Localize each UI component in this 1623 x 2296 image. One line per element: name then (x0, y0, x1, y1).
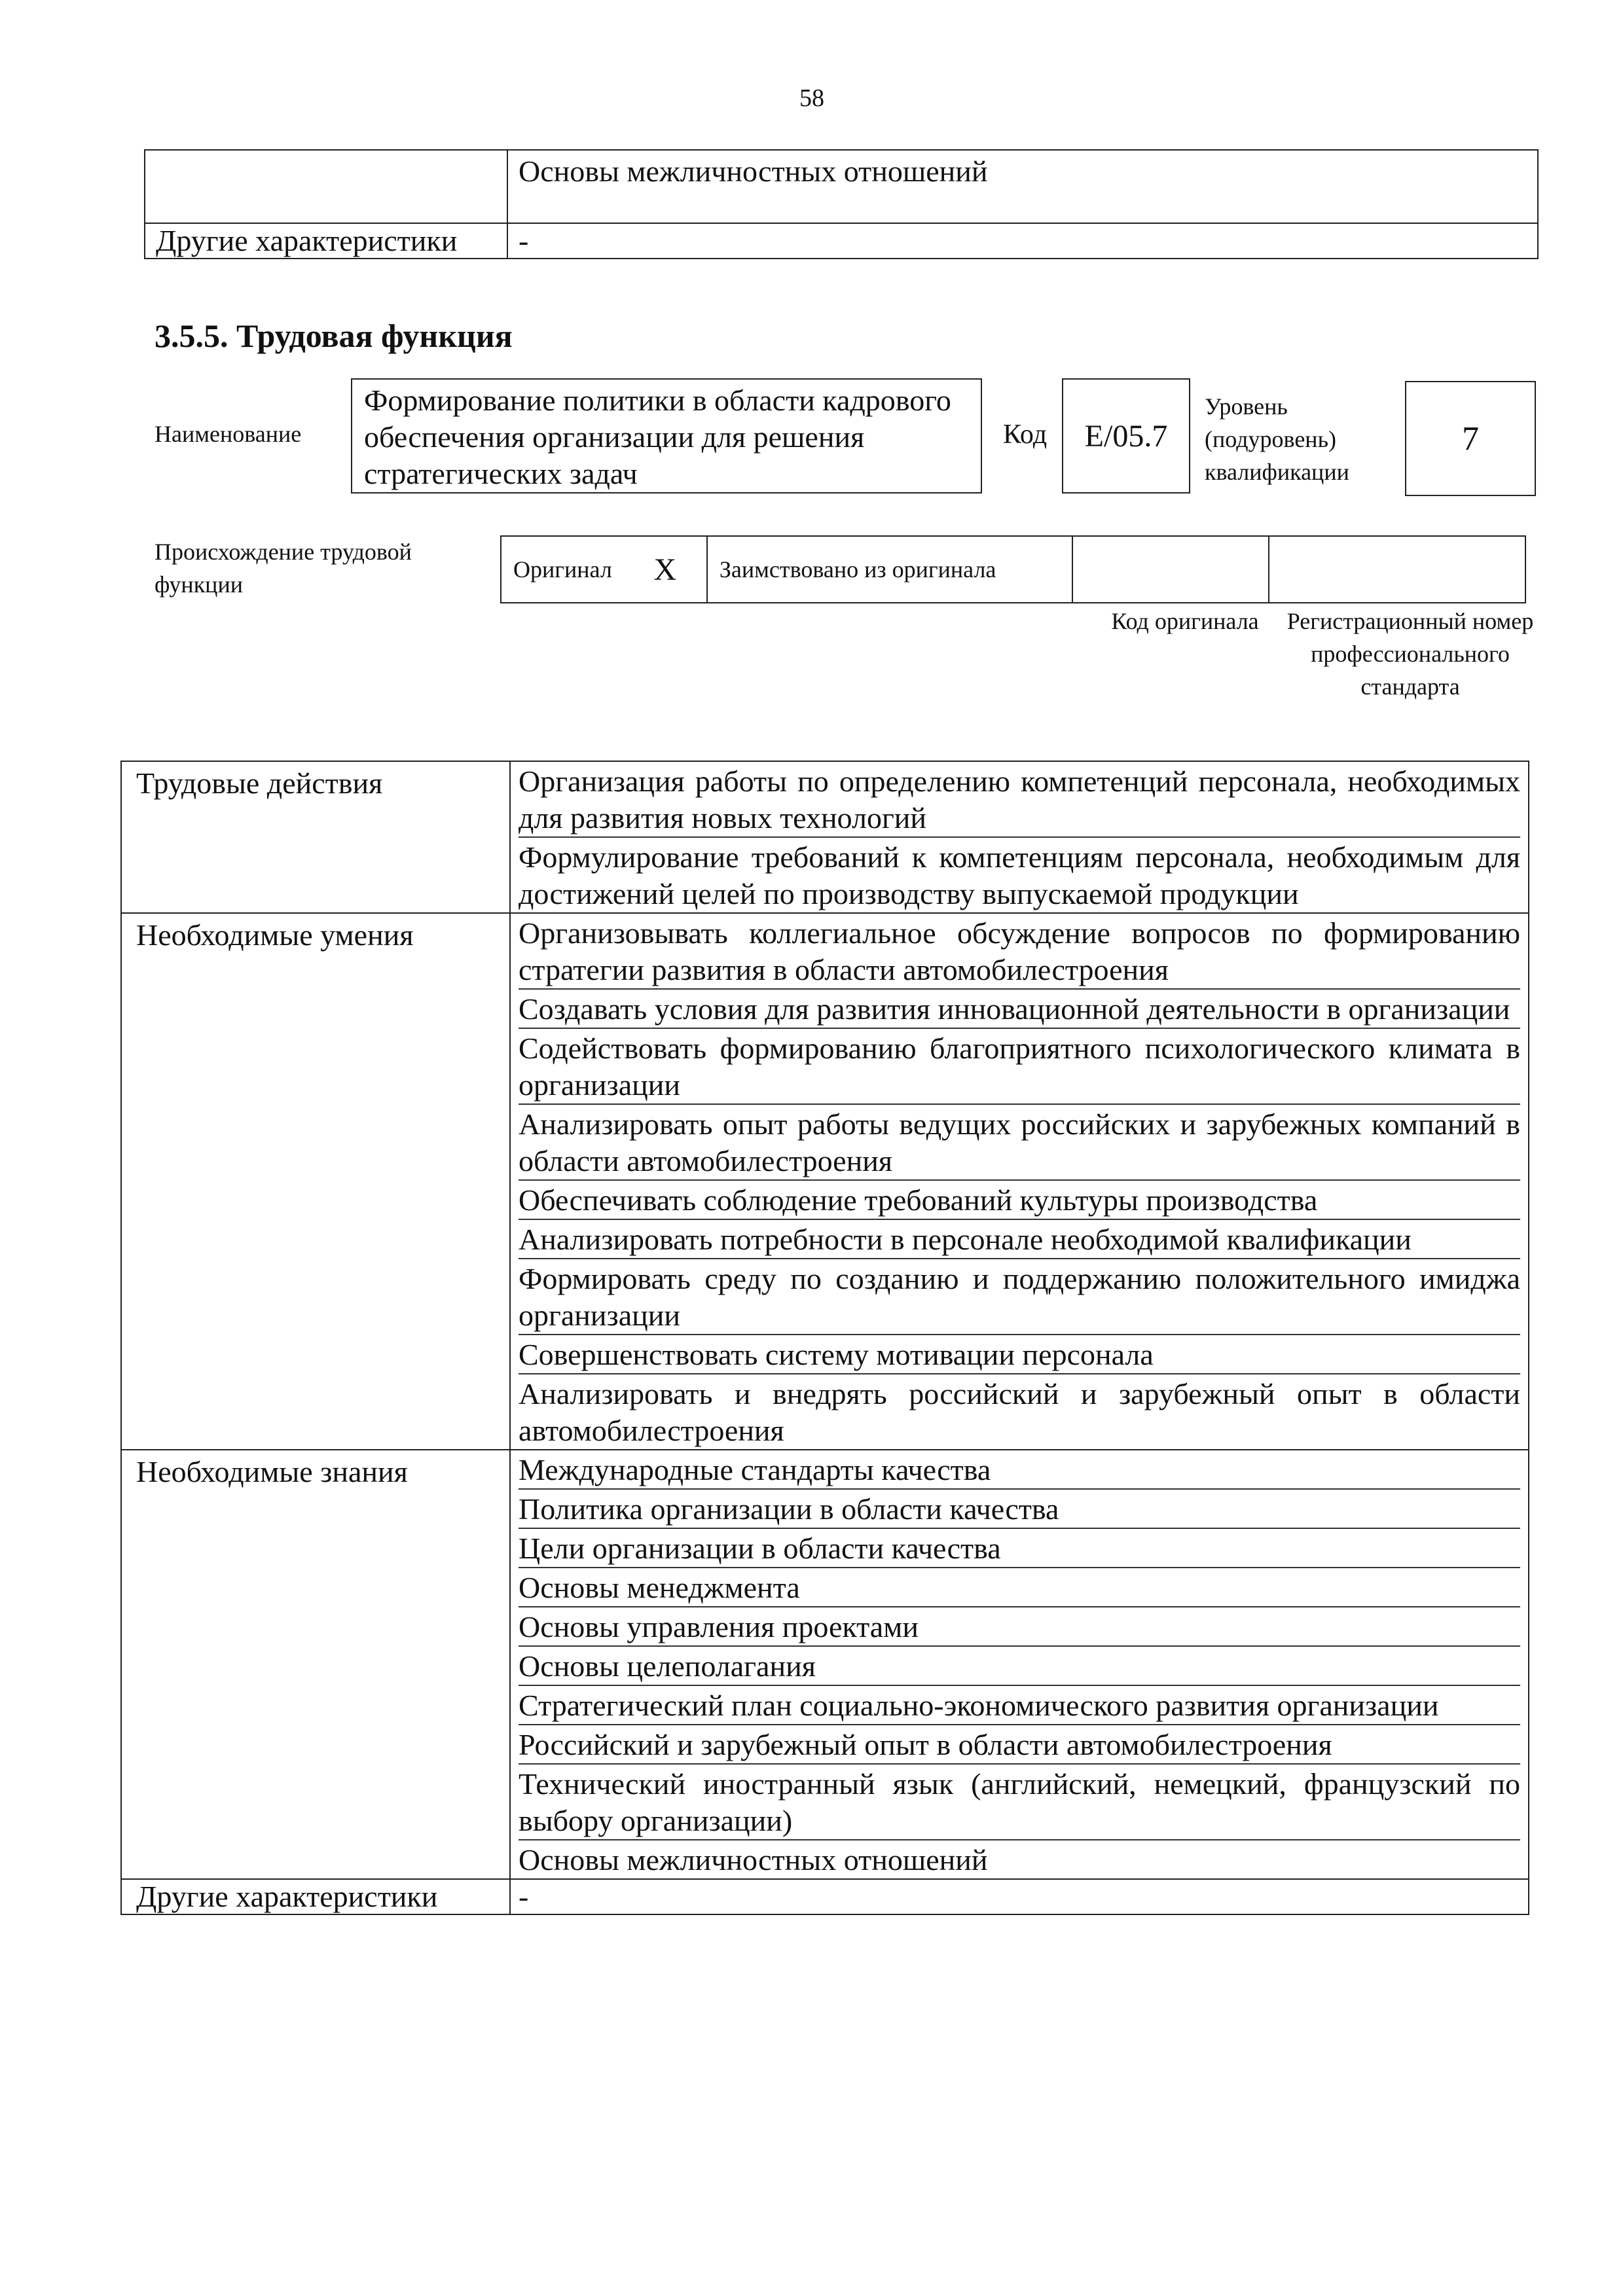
list-item: Основы межличностных отношений (519, 1843, 988, 1876)
skills-label: Необходимые умения (121, 913, 510, 1450)
empty-cell (145, 150, 507, 223)
origin-table (500, 535, 1526, 603)
list-item: Анализировать опыт работы ведущих российских и зарубежных компаний в области автомобилестроения (519, 1105, 1520, 1181)
list-item: Создавать условия для развития инновационной деятельности в организации (519, 990, 1520, 1029)
continuation-table (144, 149, 1539, 259)
list-item: Обеспечивать соблюдение требований культуры производства (519, 1181, 1520, 1220)
code-label: Код (1003, 420, 1048, 450)
knowledge-cell (510, 1450, 1529, 1879)
original-cell: Оригинал (501, 536, 624, 603)
continuation-cell (507, 150, 1538, 223)
list-item: Международные стандарты качества (519, 1450, 1520, 1490)
name-box: Формирование политики в области кадрового обеспечения организации для решения стратегических задач (351, 378, 982, 493)
other-value: - (510, 1879, 1529, 1914)
actions-cell (510, 761, 1529, 913)
continuation-text: Основы межличностных отношений (519, 154, 988, 188)
other-characteristics-value: - (507, 223, 1538, 259)
actions-label: Трудовые действия (121, 761, 510, 913)
knowledge-label: Необходимые знания (121, 1450, 510, 1879)
list-item: Совершенствовать систему мотивации персонала (519, 1335, 1520, 1374)
level-label: Уровень (подуровень) квалификации (1205, 393, 1349, 485)
list-item: Стратегический план социально-экономического развития организации (519, 1686, 1520, 1725)
borrowed-cell: Заимствовано из оригинала (707, 536, 1072, 603)
name-label: Наименование (155, 421, 302, 447)
original-code-caption: Код оригинала (1111, 608, 1259, 634)
list-item: Технический иностранный язык (английский, немецкий, французский по выбору организации) (519, 1765, 1520, 1840)
reg-number-cell (1269, 536, 1525, 603)
level-box: 7 (1405, 381, 1536, 496)
list-item: Организация работы по определению компетенций персонала, необходимых для развития новых технологий (519, 762, 1520, 838)
reg-number-caption: Регистрационный номер профессионального стандарта (1286, 608, 1534, 700)
other-characteristics-label: Другие характеристики (145, 223, 507, 259)
skills-cell (510, 913, 1529, 1450)
section-title: 3.5.5. Трудовая функция (155, 317, 513, 354)
list-item: Формировать среду по созданию и поддержанию положительного имиджа организации (519, 1259, 1520, 1335)
page-number: 58 (799, 84, 824, 112)
list-item: Политика организации в области качества (519, 1490, 1520, 1529)
original-mark: X (624, 536, 707, 603)
original-code-cell (1072, 536, 1269, 603)
list-item: Цели организации в области качества (519, 1529, 1520, 1568)
code-box: E/05.7 (1062, 378, 1190, 493)
list-item: Анализировать потребности в персонале необходимой квалификации (519, 1220, 1520, 1259)
list-item: Российский и зарубежный опыт в области автомобилестроения (519, 1725, 1520, 1765)
list-item: Формулирование требований к компетенциям персонала, необходимым для достижений целей по производству выпускаемой продукции (519, 840, 1520, 910)
list-item: Организовывать коллегиальное обсуждение вопросов по формированию стратегии развития в области автомобилестроения (519, 914, 1520, 990)
function-table (120, 761, 1529, 1915)
list-item: Основы целеполагания (519, 1647, 1520, 1686)
list-item: Анализировать и внедрять российский и зарубежный опыт в области автомобилестроения (519, 1377, 1520, 1447)
list-item: Содействовать формированию благоприятного психологического климата в организации (519, 1029, 1520, 1105)
other-label: Другие характеристики (121, 1879, 510, 1914)
list-item: Основы менеджмента (519, 1568, 1520, 1607)
origin-label: Происхождение трудовой функции (155, 539, 412, 598)
list-item: Основы управления проектами (519, 1607, 1520, 1647)
